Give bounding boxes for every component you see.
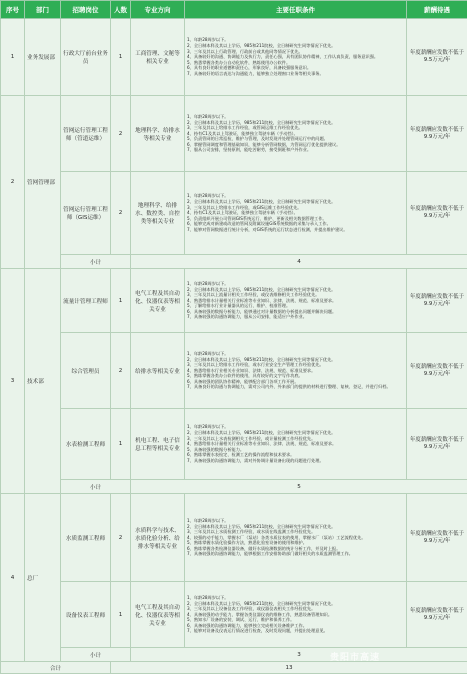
row-dept: 管网管理部 (25, 96, 61, 269)
req-line: 2、全日制本科及其以上学历，985和211院校，全日制研究生同等情况下优先。 (187, 430, 404, 436)
req-line: 7、具备较强的沟通协调能力，需对外协调计量设备出现的问题进行处理。 (187, 458, 404, 464)
req-line: 4、具备较强的动手能力，掌握各类仪器仪表的维修工作，熟悉设备管理知识。 (187, 612, 404, 618)
header-position: 招聘岗位 (61, 1, 111, 19)
row-position: 水质监测工程师 (61, 494, 111, 582)
row-count: 1 (111, 582, 131, 648)
row-salary: 年度薪酬应发数不低于9.9万元/年 (407, 409, 467, 480)
req-line: 7、服从公司安排，坚持原则，能吃苦耐劳，接受倒班和户外作业。 (187, 147, 404, 153)
header-salary: 薪酬待遇 (407, 1, 467, 19)
row-major: 电气工程及其自动化、仪器仪表等相关专业 (131, 582, 185, 648)
req-line: 1、年龄28周岁以下。 (187, 193, 404, 199)
req-line: 5、熟悉掌握各类办公自动化软件，熟练使用办公软件。 (187, 60, 404, 66)
row-position: 流量计管理工程师 (61, 269, 111, 333)
table-row (1, 172, 467, 255)
req-line: 6、熟练掌握水表检定、检测工艺的操作流程和技术要求。 (187, 452, 404, 458)
subtotal-row (1, 255, 467, 269)
row-no: 1 (1, 19, 25, 96)
req-line: 4、熟悉给排水行业相关专业知识、法律、法规、规范、标准及要求。 (187, 368, 404, 374)
req-line: 3、三年及其以上流量计相关工作经验，或仪表维修相关工作经验优先。 (187, 292, 404, 298)
row-count: 1 (111, 409, 131, 480)
req-line: 6、掌握管网调度和管理基础知识，能够分析管网数据，为管网运行优化提供建议。 (187, 142, 404, 148)
row-salary: 年度薪酬应发数不低于9.9万元/年 (407, 582, 467, 648)
req-line: 7、能够对管网数据进行统计分析，对GIS系统的运行状态进行检测，并提出维护建议。 (187, 227, 404, 233)
req-line: 3、三年及其以上给排水工作经验，或GIS运维工作经验优先。 (187, 205, 404, 211)
table-row (1, 494, 467, 582)
req-line: 5、负责管网的日常巡检、维护与管理，及时发现并处理管网运行中的问题。 (187, 136, 404, 142)
row-requirements (185, 19, 407, 96)
req-line: 7、能够对设备及仪表运行情况进行检查，及时发现问题，并提出处理意见。 (187, 628, 404, 634)
req-line: 5、具备较强的数据分析能力。 (187, 447, 404, 453)
table-row (1, 19, 467, 96)
header-duties: 主要任职条件 (185, 1, 407, 19)
row-position: 管网运行管理工程师（GIS运维） (61, 172, 111, 255)
row-position: 管网运行管理工程师（管道运维） (61, 96, 111, 172)
req-line: 2、全日制本科及其以上学历，985和211院校，全日制研究生同等情况下优先。 (187, 43, 404, 49)
row-major: 给排水等相关专业 (131, 333, 185, 409)
req-line: 5、熟知水厂设备的安装、调试、运行、维护和保养工作。 (187, 617, 404, 623)
row-requirements (185, 333, 407, 409)
row-count: 1 (111, 269, 131, 333)
row-requirements (185, 172, 407, 255)
row-major: 电气工程及其自动化、仪器仪表等相关专业 (131, 269, 185, 333)
req-line: 1、年龄28周岁以下。 (187, 37, 404, 43)
req-line: 1、年龄28周岁以下。 (187, 114, 404, 120)
req-line: 3、三年及其以上设备仪表工作经验，或仪器仪表相关工作经验优先。 (187, 606, 404, 612)
row-salary: 年度薪酬应发数不低于9.5万元/年 (407, 19, 467, 96)
table-row (1, 409, 467, 480)
req-line: 6、具有良好的职业道德和责任心，形象良好，具备较强服务意识。 (187, 65, 404, 71)
subtotal-row (1, 480, 467, 494)
watermark-text: 贵阳市高速 (330, 650, 380, 663)
subtotal-label: 小计 (61, 255, 131, 269)
req-line: 2、全日制本科及其以上学历，985和211院校，全日制研究生同等情况下优先。 (187, 524, 404, 530)
req-line: 3、三年及其以上水质检测工作经验，或水质在线监测工作经验优先。 (187, 529, 404, 535)
req-line: 4、具备较好的沟通、协调能力及执行力，责任心强，具有团队协作精神，工作认真负责，服务意识强。 (187, 54, 404, 60)
row-count: 2 (111, 333, 131, 409)
header-no: 序号 (1, 1, 25, 19)
req-line: 4、较强的动手能力，掌握水厂（泵站）各类水质仪表的使用，掌握水厂（泵站）工艺流程优先。 (187, 535, 404, 541)
total-row (1, 662, 467, 674)
table-row (1, 269, 467, 333)
req-line: 3、三年及其以上给排水工作经验，或管网运维工作经验优先。 (187, 125, 404, 131)
req-line: 2、全日制本科及其以上学历，985和211院校，全日制研究生同等情况下优先。 (187, 199, 404, 205)
subtotal-label: 小计 (61, 648, 131, 662)
req-line: 3、三年及其以上给排水工作经验，或水行业安全生产管理工作经验优先。 (187, 362, 404, 368)
header-dept: 部门 (25, 1, 61, 19)
row-count: 2 (111, 172, 131, 255)
req-line: 6、具备较强的沟通协调能力，能够独立完成相关设备维护工作。 (187, 623, 404, 629)
subtotal-label: 小计 (61, 480, 131, 494)
table-row (1, 333, 467, 409)
subtotal-value: 3 (131, 648, 467, 662)
req-line: 7、具备良好的沟通与协调能力，需对公司内外、外来部门的提供的材料进行整理、复核、登记，并进行归档。 (187, 384, 404, 390)
row-salary: 年度薪酬应发数不低于9.9万元/年 (407, 333, 467, 409)
subtotal-value: 5 (131, 480, 467, 494)
req-line: 5、了解给排水行业计量器具的运行、维护、校准管理。 (187, 303, 404, 309)
row-count: 1 (111, 19, 131, 96)
req-line: 1、年龄28周岁以下。 (187, 281, 404, 287)
row-no: 2 (1, 96, 25, 269)
row-dept: 总厂 (25, 494, 61, 662)
row-major: 工商管理、文秘等相关专业 (131, 19, 185, 96)
req-line: 3、三年及其以上行政管理、行政前台或其他同等情况下优先。 (187, 49, 404, 55)
req-line: 7、具备较好的语言表达与沟通能力，能够独立处理窗口业务等相关事务。 (187, 71, 404, 77)
req-line: 1、年龄28周岁以下。 (187, 518, 404, 524)
total-value: 13 (111, 662, 467, 674)
header-major: 专业方向 (131, 1, 185, 19)
req-line: 5、熟练掌握水质化验操作方法，熟悉化验室设备的使用和维护。 (187, 540, 404, 546)
total-label: 合计 (1, 662, 111, 674)
req-line: 5、熟练掌握各类办公软件的使用，具有较好的文字写作功底。 (187, 373, 404, 379)
req-line: 2、全日制本科及其以上学历，985和211院校，全日制研究生同等情况下优先。 (187, 601, 404, 607)
req-line: 7、具备较强的沟通协调能力，服从公司安排，能适应户外作业。 (187, 314, 404, 320)
row-dept: 业务发展部 (25, 19, 61, 96)
row-no: 3 (1, 269, 25, 494)
req-line: 6、熟练掌握各类检测仪器设备，做好水质检测数据的统计分析工作，并及时上报。 (187, 546, 404, 552)
req-line: 6、具备较强的数据分析能力，能够通过对计量数据的分析提出问题并解决问题。 (187, 309, 404, 315)
row-dept: 技术部 (25, 269, 61, 494)
req-line: 4、持有C1及其以上驾驶证，能够独立驾驶车辆（手动挡）。 (187, 131, 404, 137)
row-requirements (185, 269, 407, 333)
req-line: 3、三年及其以上水表检测相关工作经验，或计量检测工作经验优先。 (187, 436, 404, 442)
row-salary: 年度薪酬应发数不低于9.9万元/年 (407, 96, 467, 172)
req-line: 2、全日制本科及其以上学历，985和211院校，全日制研究生同等情况下优先。 (187, 287, 404, 293)
row-count: 2 (111, 96, 131, 172)
row-requirements (185, 494, 407, 582)
req-line: 2、全日制本科及其以上学历，985和211院校，全日制研究生同等情况下优先。 (187, 120, 404, 126)
table-row (1, 582, 467, 648)
row-major: 地理科学、给排水等相关专业 (131, 96, 185, 172)
row-major: 机电工程、电子信息工程等相关专业 (131, 409, 185, 480)
req-line: 1、年龄28周岁以下。 (187, 595, 404, 601)
row-requirements (185, 582, 407, 648)
subtotal-row (1, 648, 467, 662)
table-row (1, 96, 467, 172)
req-line: 4、持有C1及其以上驾驶证，能够独立驾驶车辆（手动挡）。 (187, 210, 404, 216)
row-requirements (185, 96, 407, 172)
row-no: 4 (1, 494, 25, 662)
req-line: 4、熟悉给排水计量相关行业标准等专业知识、法律、法规、规范、标准及要求。 (187, 441, 404, 447)
row-position: 行政大厅前台业务员 (61, 19, 111, 96)
row-salary: 年度薪酬应发数不低于9.9万元/年 (407, 269, 467, 333)
req-line: 4、熟悉给排水计量相关行业标准等专业知识、法律、法规、规范、标准及要求。 (187, 298, 404, 304)
req-line: 6、具备较强的团队协作精神，能够配合部门各项工作开展。 (187, 379, 404, 385)
row-major: 水质科学与技术、水质化验分析、给排水等相关专业 (131, 494, 185, 582)
row-major: 地理科学、给排水、数控类、自控类等相关专业 (131, 172, 185, 255)
header-count: 人数 (111, 1, 131, 19)
row-count: 2 (111, 494, 131, 582)
row-position: 设备仪表工程师 (61, 582, 111, 648)
req-line: 6、能够完成对新建或改造的管网及附属设施GIS系统数据的采集与录入工作。 (187, 221, 404, 227)
req-line: 2、全日制本科及其以上学历，985和211院校，全日制研究生同等情况下优先。 (187, 357, 404, 363)
row-salary: 年度薪酬应发数不低于9.9万元/年 (407, 172, 467, 255)
header-row (1, 1, 467, 19)
req-line: 1、年龄28周岁以下。 (187, 424, 404, 430)
req-line: 7、具备较强的沟通协调能力，能够根据工作安排协助部门做好相关的水质监测管理工作。 (187, 551, 404, 557)
row-salary: 年度薪酬应发数不低于9.9万元/年 (407, 494, 467, 582)
subtotal-value: 4 (131, 255, 467, 269)
row-requirements (185, 409, 407, 480)
req-line: 5、负责组织开展公司管网GIS系统运行、维护、更新及相关数据管理工作。 (187, 216, 404, 222)
row-position: 综合管理员 (61, 333, 111, 409)
req-line: 1、年龄28周岁以下。 (187, 351, 404, 357)
row-position: 水表检测工程师 (61, 409, 111, 480)
